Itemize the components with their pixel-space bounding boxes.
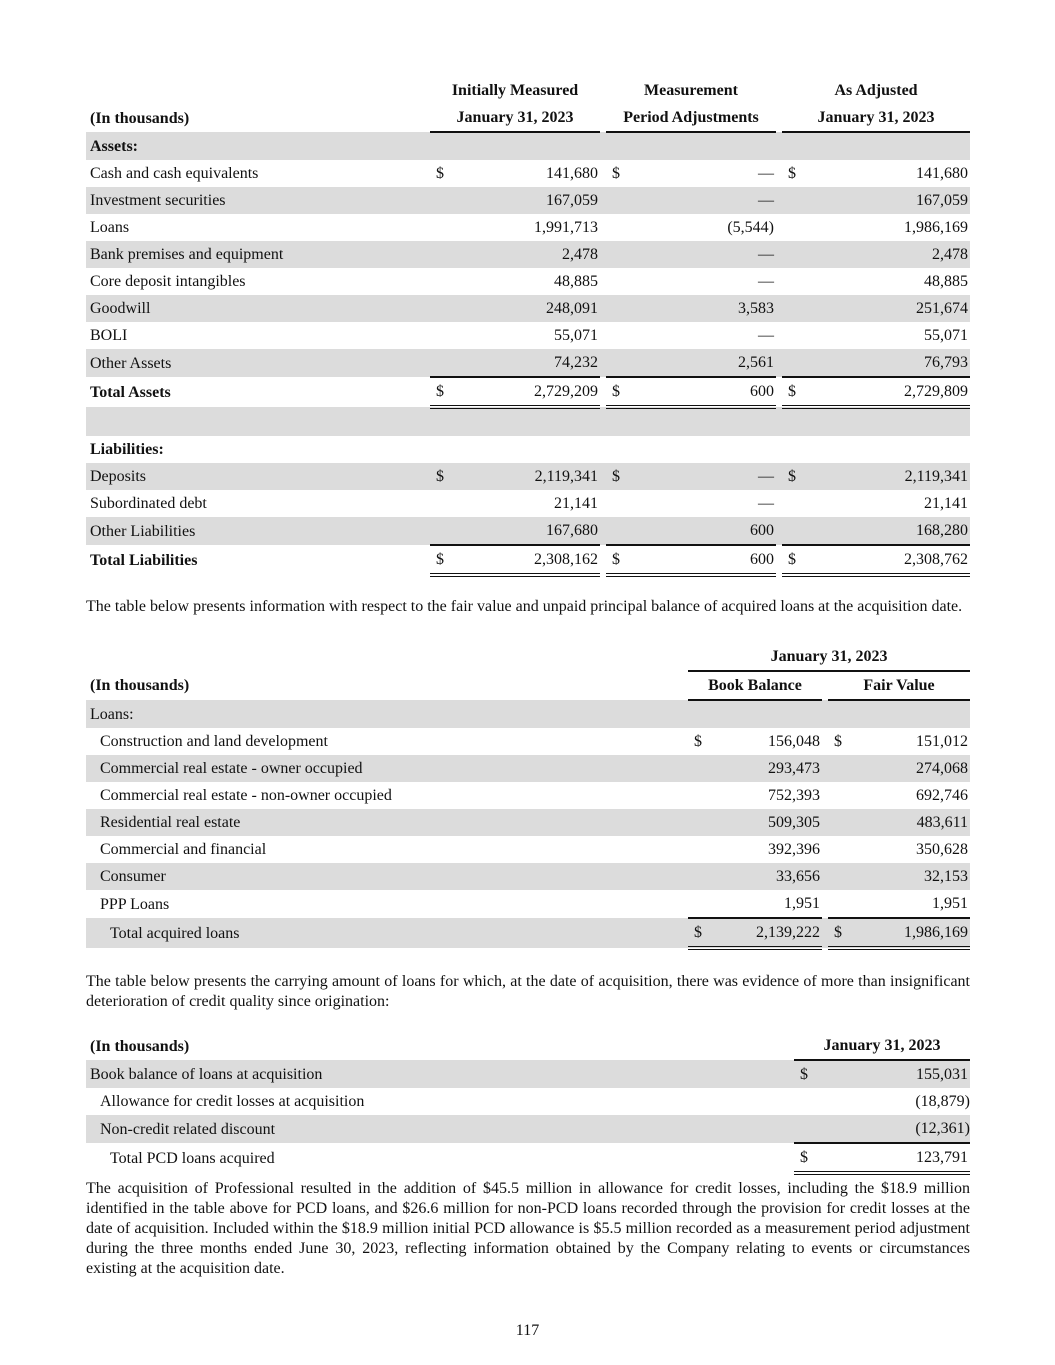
table2-header-row <box>86 671 970 700</box>
table-row: Goodwill 248,091 3,583 251,674 <box>86 295 970 322</box>
total-assets-row: Total Assets $ 2,729,209 $ 600 $ 2,729,809 <box>86 377 970 407</box>
total-acquired-loans-row: Total acquired loans $ 2,139,222 $ 1,986,169 <box>86 918 970 948</box>
section-heading-assets: Assets: <box>86 132 970 160</box>
table-row: Bank premises and equipment 2,478 — 2,478 <box>86 241 970 268</box>
table-row: BOLI 55,071 — 55,071 <box>90 327 969 344</box>
table-row: Loans 1,991,713 (5,544) 1,986,169 <box>90 219 969 236</box>
document-page <box>86 0 970 1279</box>
spacer-row <box>86 407 970 436</box>
col-header-period-adjustments: Period Adjustments <box>606 104 776 132</box>
table-row: Investment securities 167,059 — 167,059 <box>86 187 970 214</box>
section-heading-liabilities: Liabilities: <box>90 441 164 458</box>
acquired-loans-table <box>86 643 970 950</box>
col-header-as-adjusted-date: January 31, 2023 <box>782 104 970 132</box>
unit-label: (In thousands) <box>90 109 190 127</box>
table-row: Commercial real estate - non-owner occupied 752,393 692,746 <box>100 787 969 804</box>
table-row: Book balance of loans at acquisition $ 155,031 <box>86 1060 970 1088</box>
paragraph-allowance-explanation: The acquisition of Professional resulted in the addition of $45.5 million in allowance for credit losses, including the $18.9 million identified in the table above for PCD loans, and $26.6 million for non-PCD loans recorded through the provision for credit losses at the date of acquisition. Included within the $18.9 million initial PCD allowance is $5.5 million recorded as a measurement period adjustment during the three months ended June 30, 2023, reflecting information obtained by the Company relating to events or circumstances existing at the acquisition date. <box>86 1180 970 1277</box>
col-header-measurement: Measurement <box>644 82 738 99</box>
table-row: Commercial and financial 392,396 350,628 <box>100 841 969 858</box>
col-group-header-date: January 31, 2023 <box>688 643 970 671</box>
table2-group-header-row <box>86 643 970 671</box>
table-row: Other Liabilities 167,680 600 168,280 <box>86 517 970 545</box>
pcd-loans-table <box>86 1032 970 1175</box>
section-heading-loans: Loans: <box>86 700 970 728</box>
total-pcd-loans-row: Total PCD loans acquired $ 123,791 <box>86 1143 970 1173</box>
table-row: Consumer 33,656 32,153 <box>86 863 970 890</box>
unit-label: (In thousands) <box>90 677 190 694</box>
paragraph-pcd-loans-intro: The table below presents the carrying amount of loans for which, at the date of acquisition, there was evidence of more than insignificant deterioration of credit quality since origination: <box>86 973 970 1010</box>
table1-header-row2 <box>86 104 970 132</box>
unit-label: (In thousands) <box>90 1037 190 1055</box>
col-header-initially-measured-date: January 31, 2023 <box>430 104 600 132</box>
table1-header-row1 <box>86 77 970 104</box>
paragraph-acquired-loans-intro: The table below presents information with respect to the fair value and unpaid principal balance of acquired loans at the acquisition date. <box>86 598 963 615</box>
table-row: Construction and land development $ 156,048 $ 151,012 <box>100 733 969 750</box>
col-header-initially-measured: Initially Measured <box>451 82 579 99</box>
col-header-as-adjusted: As Adjusted <box>834 82 918 99</box>
table-row: Deposits $ 2,119,341 $ — $ 2,119,341 <box>86 463 970 490</box>
page-number: 117 <box>515 1322 540 1339</box>
col-header-fair-value: Fair Value <box>828 671 970 700</box>
table-row: PPP Loans 1,951 1,951 <box>86 890 970 918</box>
table-row: Allowance for credit losses at acquisition (18,879) <box>100 1093 970 1110</box>
table-row: Commercial real estate - owner occupied 293,473 274,068 <box>86 755 970 782</box>
table3-header-row <box>86 1032 970 1060</box>
col-header-book-balance: Book Balance <box>688 671 822 700</box>
col-header-date: January 31, 2023 <box>794 1032 970 1060</box>
table-row: Other Assets 74,232 2,561 76,793 <box>86 349 970 377</box>
purchase-price-allocation-table <box>86 77 970 577</box>
table-row: Subordinated debt 21,141 — 21,141 <box>90 495 969 512</box>
table-row: Non-credit related discount (12,361) <box>86 1115 970 1143</box>
table-row: Core deposit intangibles 48,885 — 48,885 <box>90 273 969 290</box>
total-liabilities-row: Total Liabilities $ 2,308,162 $ 600 $ 2,308,762 <box>86 545 970 575</box>
table-row: Cash and cash equivalents $ 141,680 $ — $ 141,680 <box>90 165 969 182</box>
table-row: Residential real estate 509,305 483,611 <box>86 809 970 836</box>
